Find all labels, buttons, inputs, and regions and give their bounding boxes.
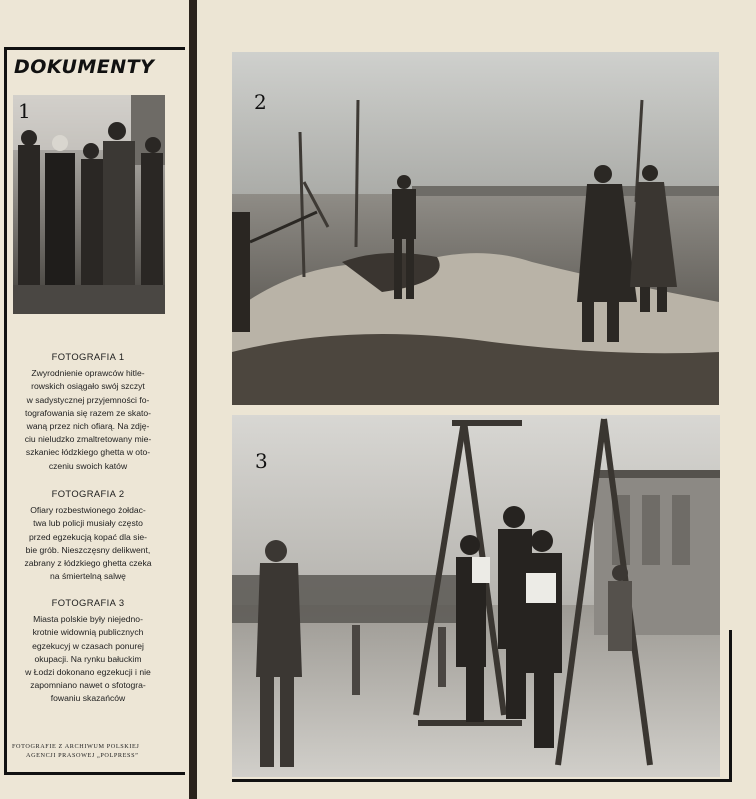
photo-credits: [12, 742, 172, 760]
caption-2-line: bie grób. Nieszczęsny delikwent,: [25, 544, 151, 555]
caption-1-line: ciu nieludzko zmaltretowany mie-: [24, 434, 152, 445]
caption-3-line: zapomniano nawet o sfotogra-: [30, 680, 146, 691]
caption-1-line: w sadystycznej przyjemności fo-: [26, 394, 150, 405]
caption-1-line: rowskich osiągało swój szczyt: [31, 381, 145, 392]
caption-1-title: FOTOGRAFIA 1: [51, 351, 125, 362]
caption-3-line: fowaniu skazańców: [50, 693, 126, 704]
caption-2-line: przed egzekucją kopać dla sie-: [29, 531, 147, 542]
section-title: DOKUMENTY: [14, 56, 155, 78]
caption-2-title: FOTOGRAFIA 2: [51, 488, 125, 499]
photo-2-number: 2: [254, 90, 267, 114]
right-frame-side: [729, 630, 732, 782]
page-gutter: [189, 0, 197, 799]
caption-1-line: tografowania się razem ze skato-: [24, 407, 152, 418]
photo-3: [232, 415, 720, 777]
caption-3-line: krotnie widownią publicznych: [32, 627, 144, 638]
caption-1-line: czeniu swoich katów: [48, 460, 128, 471]
caption-3-line: w Łodzi dokonano egzekucji i nie: [25, 667, 151, 678]
caption-3-title: FOTOGRAFIA 3: [51, 597, 125, 608]
photo-1: [13, 95, 165, 314]
caption-2-line: na śmiertelną salwę: [50, 571, 126, 582]
photo-2: [232, 52, 719, 405]
caption-2: [12, 487, 164, 583]
caption-1-line: waną przez nich ofiarą. Na zdję-: [26, 421, 150, 432]
caption-2-line: zabrany z łódzkiego ghetta czeka: [24, 558, 152, 569]
caption-3-line: Miasta polskie były niejedno-: [33, 614, 143, 625]
caption-2-line: twa lub policji musiały często: [33, 518, 143, 529]
caption-2-line: Ofiary rozbestwionego żołdac-: [30, 505, 146, 516]
caption-3: [12, 596, 164, 706]
caption-1: [12, 350, 164, 473]
right-frame-bottom: [232, 779, 729, 782]
caption-1-line: Zwyrodnienie oprawców hitle-: [31, 368, 145, 379]
credits-line: FOTOGRAFIE Z ARCHIWUM POLSKIEJ: [12, 743, 140, 750]
caption-1-line: szkaniec łódzkiego ghetta w oto-: [25, 447, 151, 458]
photo-3-number: 3: [255, 449, 268, 473]
caption-3-line: okupacji. Na rynku bałuckim: [34, 653, 142, 664]
credits-line: AGENCJI PRASOWEJ „POLPRESS”: [26, 752, 139, 759]
photo-1-number: 1: [18, 99, 31, 123]
caption-3-line: egzekucyj w czasach ponurej: [32, 640, 144, 651]
